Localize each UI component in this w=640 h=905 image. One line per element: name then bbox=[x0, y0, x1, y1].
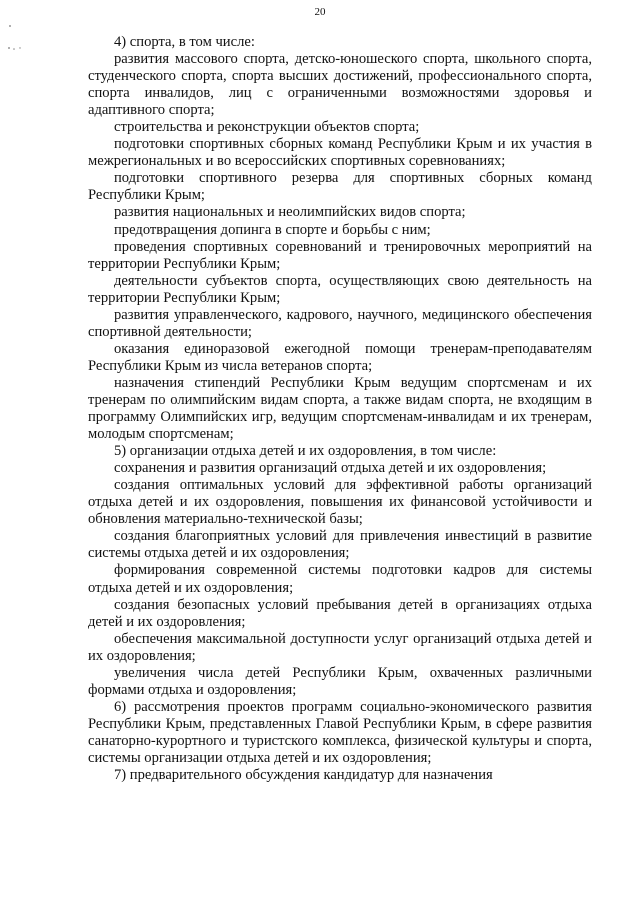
paragraph: развития массового спорта, детско-юношеского спорта, школьного спорта, студенческого спорта, спорта высших достижений, профессионального спорта, спорта инвалидов, лиц с ограниченными возможностями здоровья и адаптивного спорта; bbox=[88, 51, 592, 119]
paragraph: создания оптимальных условий для эффективной работы организаций отдыха детей и их оздоровления, повышения их финансовой устойчивости и обновления материально-технической базы; bbox=[88, 477, 592, 528]
paragraph: строительства и реконструкции объектов спорта; bbox=[114, 119, 420, 136]
paragraph: формирования современной системы подготовки кадров для системы отдыха детей и их оздоровления; bbox=[88, 562, 592, 596]
paragraph: подготовки спортивного резерва для спортивных сборных команд Республики Крым; bbox=[88, 170, 592, 204]
paragraph: увеличения числа детей Республики Крым, охваченных различными формами отдыха и оздоровления; bbox=[88, 664, 592, 698]
document-body bbox=[88, 34, 592, 784]
paragraph: подготовки спортивных сборных команд Республики Крым и их участия в межрегиональных и во всероссийских спортивных соревнованиях; bbox=[88, 136, 592, 170]
paragraph: предотвращения допинга в спорте и борьбы с ним; bbox=[114, 221, 431, 238]
paragraph: сохранения и развития организаций отдыха детей и их оздоровления; bbox=[114, 460, 547, 477]
scan-specks bbox=[4, 20, 28, 70]
paragraph: развития национальных и неолимпийских видов спорта; bbox=[114, 204, 466, 221]
paragraph: проведения спортивных соревнований и тренировочных мероприятий на территории Республики Крым; bbox=[88, 238, 592, 272]
section-heading-programs: 6) рассмотрения проектов программ социально-экономического развития Республики Крым, представленных Главой Республики Крым, в сфере развития санаторно-курортного и туристского комплекса, физической культуры и спорта, системы организации отдыха детей и их оздоровления; bbox=[88, 698, 592, 766]
paragraph: развития управленческого, кадрового, научного, медицинского обеспечения спортивной деятельности; bbox=[88, 306, 592, 340]
paragraph: оказания единоразовой ежегодной помощи тренерам-преподавателям Республики Крым из числа ветеранов спорта; bbox=[88, 340, 592, 374]
page-number: 20 bbox=[314, 6, 326, 18]
paragraph: обеспечения максимальной доступности услуг организаций отдыха детей и их оздоровления; bbox=[88, 630, 592, 664]
paragraph: создания благоприятных условий для привлечения инвестиций в развитие системы отдыха детей и их оздоровления; bbox=[88, 528, 592, 562]
section-heading-sport: 4) спорта, в том числе: bbox=[114, 34, 255, 50]
section-heading-candidates: 7) предварительного обсуждения кандидатур для назначения bbox=[114, 767, 493, 784]
paragraph: назначения стипендий Республики Крым ведущим спортсменам и их тренерам по олимпийским видам спорта, а также видам спорта, не входящим в программу Олимпийских игр, ведущим спортсменам-инвалидам и их тренерам, молодым спортсменам; bbox=[88, 374, 592, 443]
paragraph: деятельности субъектов спорта, осуществляющих свою деятельность на территории Республики Крым; bbox=[88, 272, 592, 306]
paragraph: создания безопасных условий пребывания детей в организациях отдыха детей и их оздоровления; bbox=[88, 596, 592, 630]
section-heading-children-rest: 5) организации отдыха детей и их оздоровления, в том числе: bbox=[114, 443, 497, 460]
